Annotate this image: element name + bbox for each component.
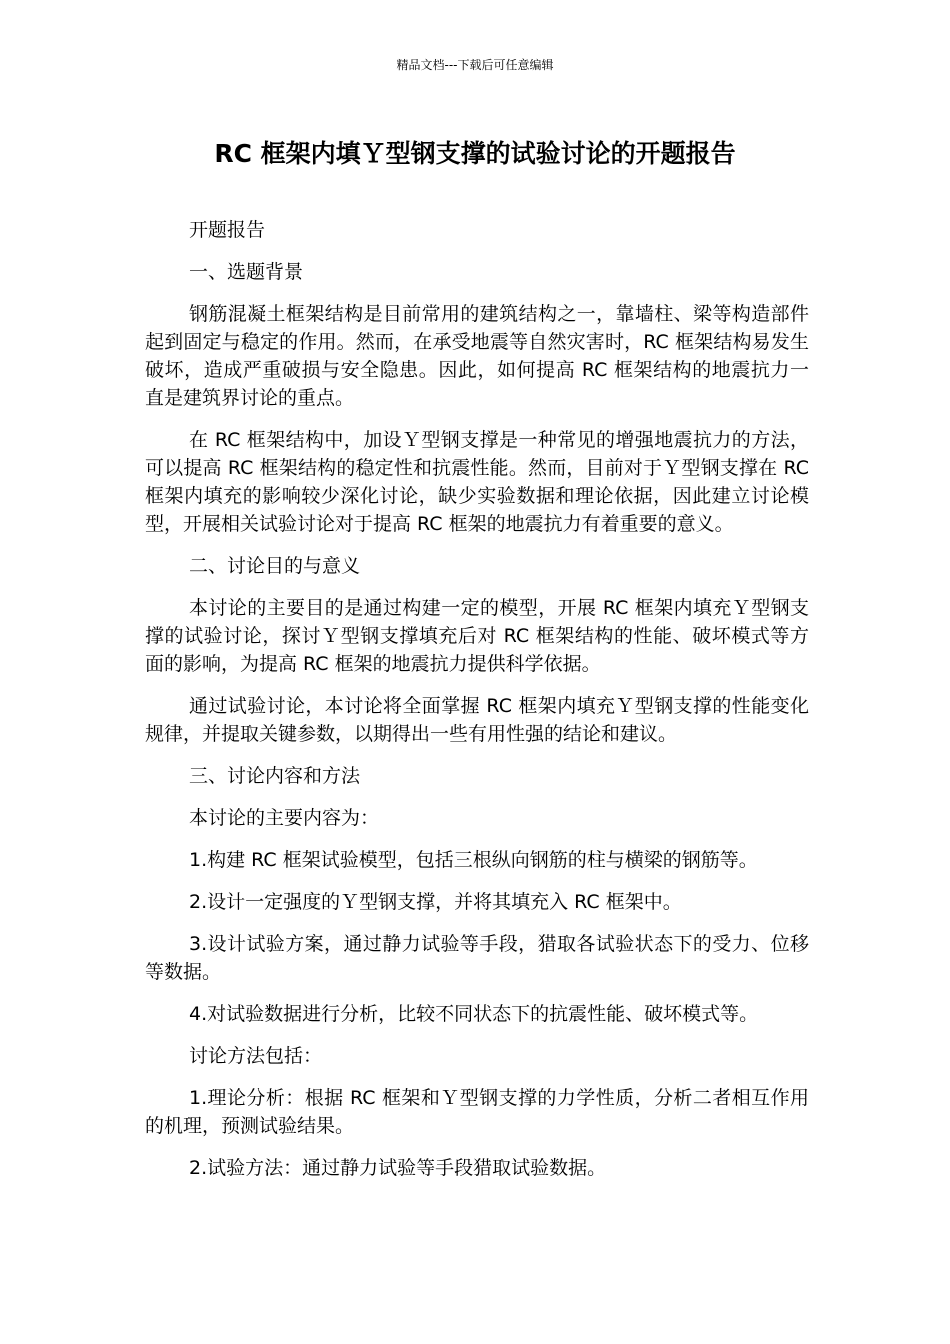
body-paragraph: 讨论方法包括：	[189, 1045, 323, 1067]
list-item: 4.对试验数据进行分析，比较不同状态下的抗震性能、破坏模式等。	[189, 1003, 759, 1025]
body-paragraph: 在 RC 框架结构中，加设Ｙ型钢支撑是一种常见的增强地震抗力的方法，可以提高 RC 框架结构的稳定性和抗震性能。然而，目前对于Ｙ型钢支撑在 RC 框架内填充的影响较少深化讨论，缺少实验数据和理论依据，因此建立讨论模型，开展相关试验讨论对于提高 RC 框架的地震抗力有着重要的意义。	[145, 429, 809, 535]
section-heading: 开题报告	[189, 219, 266, 241]
body-paragraph: 本讨论的主要内容为：	[189, 807, 380, 829]
document-title: RC 框架内填Ｙ型钢支撑的试验讨论的开题报告	[214, 139, 736, 168]
body-paragraph: 本讨论的主要目的是通过构建一定的模型，开展 RC 框架内填充Ｙ型钢支撑的试验讨论，探讨Ｙ型钢支撑填充后对 RC 框架结构的性能、破坏模式等方面的影响，为提高 RC 框架的地震抗力提供科学依据。	[145, 597, 809, 675]
body-paragraph: 钢筋混凝土框架结构是目前常用的建筑结构之一，靠墙柱、梁等构造部件起到固定与稳定的作用。然而，在承受地震等自然灾害时，RC 框架结构易发生破坏，造成严重破损与安全隐患。因此，如何提高 RC 框架结构的地震抗力一直是建筑界讨论的重点。	[145, 303, 809, 409]
body-paragraph: 通过试验讨论，本讨论将全面掌握 RC 框架内填充Ｙ型钢支撑的性能变化规律，并提取关键参数，以期得出一些有用性强的结论和建议。	[145, 695, 809, 745]
section-heading: 一、选题背景	[189, 261, 304, 283]
section-heading: 三、讨论内容和方法	[189, 765, 361, 787]
section-heading: 二、讨论目的与意义	[189, 555, 361, 577]
list-item: 2.试验方法：通过静力试验等手段猎取试验数据。	[189, 1157, 607, 1179]
list-item: 1.构建 RC 框架试验模型，包括三根纵向钢筋的柱与横梁的钢筋等。	[189, 849, 758, 871]
header-note: 精品文档---下载后可任意编辑	[396, 58, 554, 72]
document-body	[145, 216, 809, 1196]
list-item: 3.设计试验方案，通过静力试验等手段，猎取各试验状态下的受力、位移等数据。	[145, 933, 809, 983]
list-item: 2.设计一定强度的Ｙ型钢支撑，并将其填充入 RC 框架中。	[189, 891, 682, 913]
list-item: 1.理论分析：根据 RC 框架和Ｙ型钢支撑的力学性质，分析二者相互作用的机理，预测试验结果。	[145, 1087, 809, 1137]
